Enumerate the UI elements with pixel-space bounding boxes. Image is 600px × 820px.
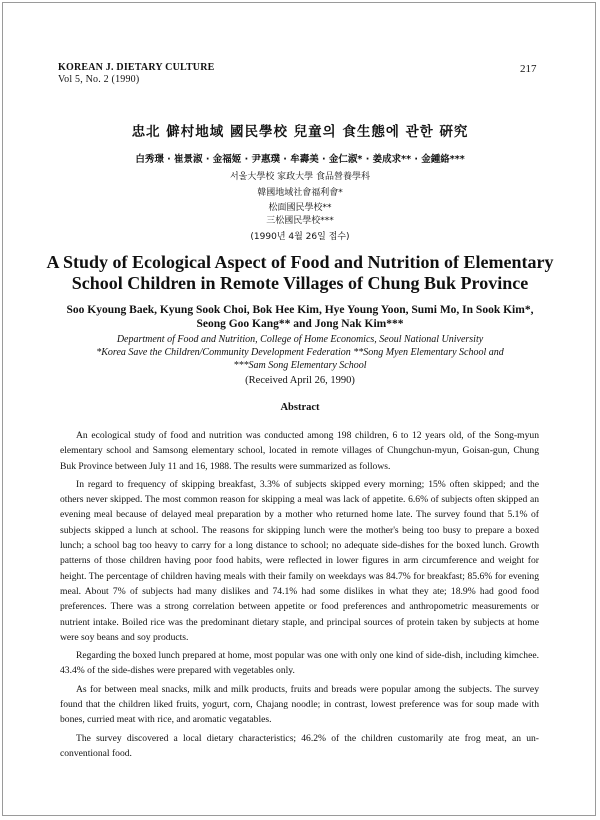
abstract-paragraph: The survey discovered a local dietary characteristics; 46.2% of the children customarily ate frog meat, an un-conventional food.: [60, 732, 539, 759]
korean-authors: 白秀璟 · 崔景淑 · 金福姬 · 尹惠璞 · 牟壽美 · 金仁淑* · 姜成求** · 金鍾絡***: [135, 154, 465, 165]
english-authors-line-2: Seong Goo Kang** and Jong Nak Kim***: [196, 318, 404, 330]
korean-affiliation-samsong: 三松國民學校***: [266, 216, 334, 226]
english-title-line-1: A Study of Ecological Aspect of Food and Nutrition of Elementary: [46, 252, 554, 272]
english-affiliation-line-1: Department of Food and Nutrition, College of Home Economics, Seoul National University: [116, 334, 484, 345]
english-authors: [0, 303, 600, 331]
english-received-date: (Received April 26, 1990): [245, 375, 355, 386]
english-affiliations: [0, 333, 600, 372]
journal-volume: Vol 5, No. 2 (1990): [58, 74, 140, 85]
abstract-body: [60, 428, 539, 764]
abstract-paragraph: Regarding the boxed lunch prepared at home, most popular was one with only one kind of side-dish, including kimchee. 43.4% of the side-dishes were prepared with vegetables only.: [60, 650, 539, 677]
english-authors-line-1: Soo Kyoung Baek, Kyung Sook Choi, Bok Hee Kim, Hye Young Yoon, Sumi Mo, In Sook Kim*,: [66, 304, 534, 316]
abstract-heading: Abstract: [280, 402, 320, 413]
english-affiliation-line-3: ***Sam Song Elementary School: [233, 360, 367, 371]
korean-title: 忠北 僻村地域 國民學校 兒童의 食生態에 관한 硏究: [131, 124, 469, 140]
abstract-paragraph: As for between meal snacks, milk and milk products, fruits and breads were popular among the subjects. The survey found that the children liked fruits, yogurt, corn, Chajang noodle; in contrast, lowest preference was for soup made with bones, curried meat with rice, and aromatic vegatables.: [60, 683, 539, 726]
english-title: [0, 252, 600, 294]
abstract-paragraph: An ecological study of food and nutrition was conducted among 198 children, 6 to 12 years old, of the Song-myun elementary school and Samsong elementary school, located in remote villages of Chungchun-myun, Goisan-gun, Chung Buk Province between July 11 and 16, 1988. The results were summarized as follows.: [60, 430, 539, 472]
abstract-paragraph: In regard to frequency of skipping breakfast, 3.3% of subjects skipped every morning; 15% often skipped; and the others never skipped. The most common reason for skipping a meal was lack of appetite. 6.6% of subjects often skipped an evening meal because of delayed meal preparation by a mother who returned home late. The survey found that 5.1% of subjects skipped a lunch at school. The reasons for skipping lunch were the mother's being too busy to prepare a boxed lunch; a school bag too heavy to carry for a long distance to school; no adequate side-dishes for the boxed lunch. Growth patterns of those children having poor food habits, were reflected in lower figures in arm circumference and weight for height. The percentage of children having meals with their family on weekdays was 84.7% for breakfast; 85.6% for evening meal. About 7% of subjects had many dislikes and 74.1% had some dislikes in what they ate; 18.9% had good food preferences. There was a strong correlation between appetite or food preferences and anthropometric measurements or nutrient intake. Boiled rice was the predominant dietary staple, and principal sources of protein taken by subjects at home were soy beans and soy products.: [60, 478, 539, 643]
english-title-line-2: School Children in Remote Villages of Chung Buk Province: [71, 273, 529, 293]
page-number: 217: [520, 63, 537, 75]
journal-name: KOREAN J. DIETARY CULTURE: [58, 62, 215, 73]
korean-affiliation-songmyun: 松面國民學校**: [268, 203, 332, 213]
english-affiliation-line-2: *Korea Save the Children/Community Development Federation **Song Myen Elementary School and: [96, 347, 504, 358]
running-header: [58, 62, 215, 86]
korean-received-date: (1990년 4월 26일 접수): [250, 232, 350, 242]
korean-affiliation-snu: 서울大學校 家政大學 食品營養學科: [229, 172, 371, 182]
korean-affiliation-welfare: 韓國地域社會福利會*: [257, 188, 343, 198]
